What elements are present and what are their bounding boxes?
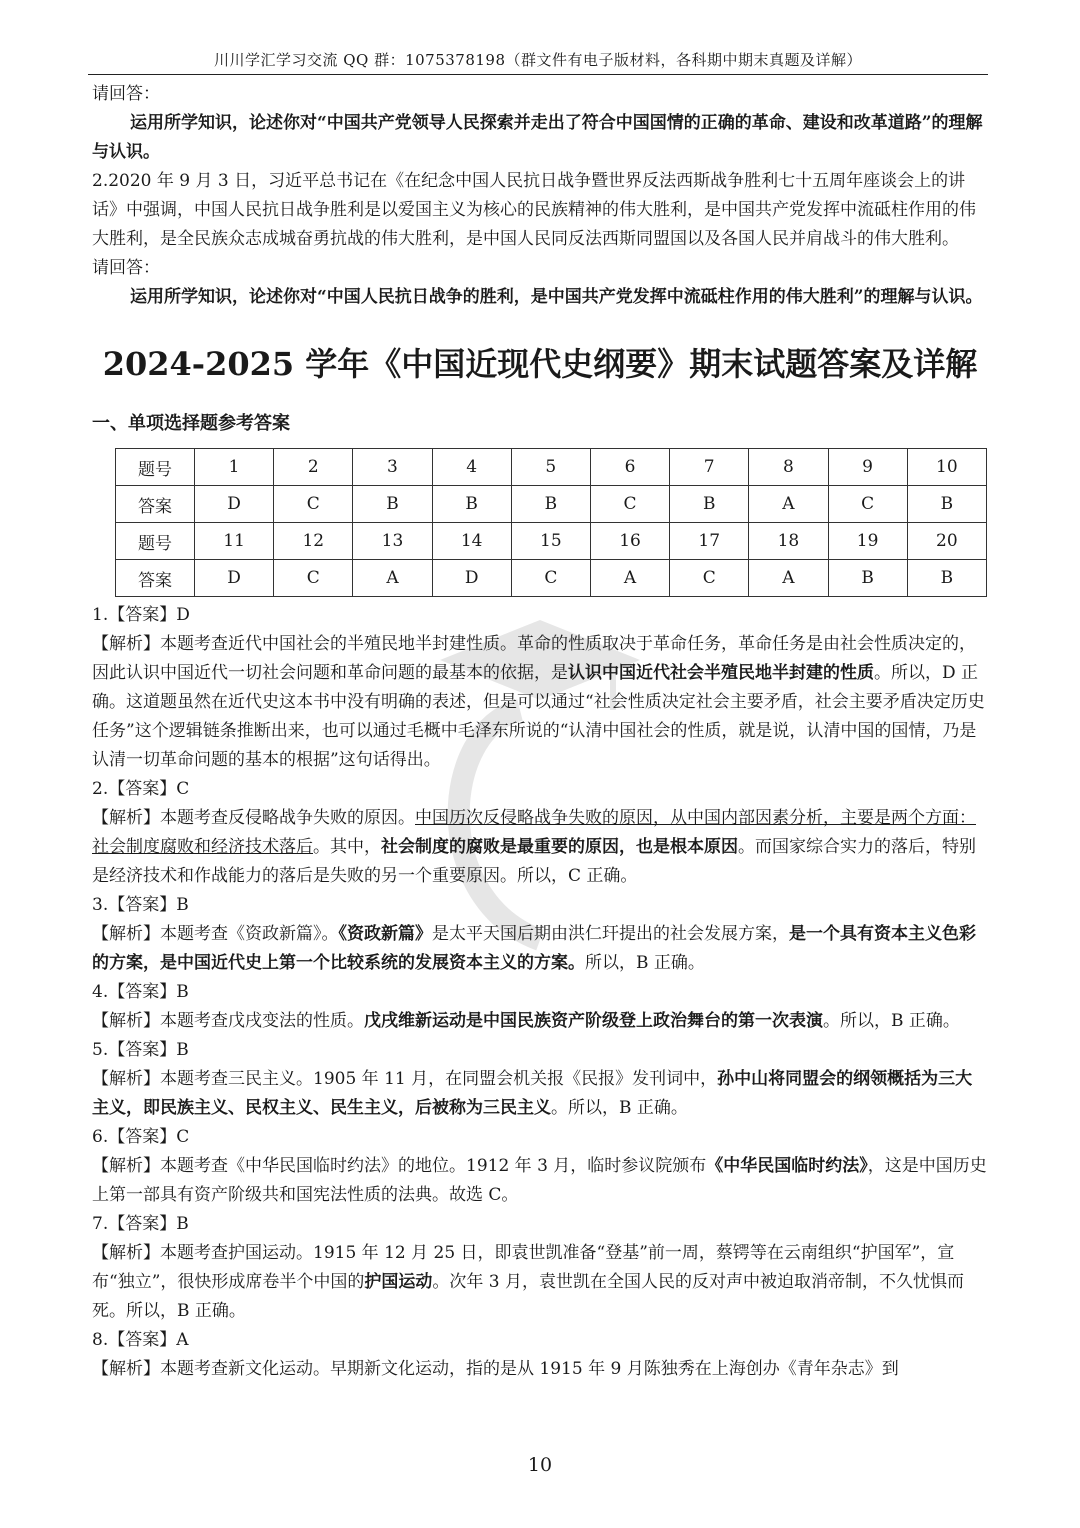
explanation-text: 所以，B 正确。 — [585, 953, 705, 973]
table-cell: A — [749, 560, 828, 597]
table-cell: 13 — [353, 523, 432, 560]
explanation-underlined: 中国历次反侵略战争失败的原因，从中国内部因素分析，主要是两个方面：社会制度腐败和经济技术落后 — [92, 808, 976, 857]
table-cell: D — [432, 560, 511, 597]
table-cell: C — [274, 486, 353, 523]
explanation-bold: 戊戌维新运动是中国民族资产阶级登上政治舞台的第一次表演 — [364, 1011, 823, 1031]
answer-7-label: 7.【答案】B — [92, 1214, 189, 1234]
table-cell: C — [670, 560, 749, 597]
section-heading: 一、单项选择题参考答案 — [92, 413, 290, 434]
q1-prompt: 请回答： — [92, 84, 160, 104]
q1-task: 运用所学知识，论述你对“中国共产党领导人民探索并走出了符合中国国情的正确的革命、建设和改革道路”的理解与认识。 — [92, 113, 983, 162]
explanation-text: 【解析】本题考查反侵略战争失败的原因。 — [92, 808, 415, 828]
table-cell: 1 — [195, 449, 274, 486]
table-cell: 20 — [907, 523, 986, 560]
table-cell: 18 — [749, 523, 828, 560]
row-label: 答案 — [116, 486, 195, 523]
explanation-text: 【解析】本题考查《资政新篇》。 — [92, 924, 339, 944]
table-cell: B — [907, 486, 986, 523]
table-cell: B — [828, 560, 907, 597]
explanation-text: 。而国家综合实力的落后，特别是经济技术和作战能力的落后是失败的另一个重要原因。所以，C 正确。 — [92, 837, 976, 886]
q2-prompt: 请回答： — [92, 258, 160, 278]
table-cell: 15 — [511, 523, 590, 560]
table-cell: C — [274, 560, 353, 597]
explanation-bold: 孙中山将同盟会的纲领概括为三大主义，即民族主义、民权主义、民生主义，后被称为三民主义 — [92, 1069, 973, 1118]
page-number: 10 — [527, 1454, 553, 1476]
explanation-bold: 《中华民国临时约法》 — [706, 1156, 868, 1176]
explanation-text: 。次年 3 月，袁世凯在全国人民的反对声中被迫取消帝制，不久忧惧而死。所以，B 正确。 — [92, 1272, 965, 1321]
explanation-4 — [92, 1007, 988, 1036]
table-cell: C — [590, 486, 669, 523]
table-cell: 10 — [907, 449, 986, 486]
table-cell: B — [511, 486, 590, 523]
table-cell: 6 — [590, 449, 669, 486]
answer-8-label: 8.【答案】A — [92, 1330, 189, 1350]
table-cell: B — [432, 486, 511, 523]
answer-6-label: 6.【答案】C — [92, 1127, 190, 1147]
table-cell: C — [511, 560, 590, 597]
explanation-text: 【解析】本题考查近代中国社会的半殖民地半封建性质。革命的性质取决于革命任务，革命任务是由社会性质决定的，因此认识中国近代一切社会问题和革命问题的最基本的依据，是 — [92, 634, 976, 683]
table-cell: 11 — [195, 523, 274, 560]
explanation-bold: 护国运动 — [364, 1272, 433, 1292]
table-cell: B — [907, 560, 986, 597]
row-label: 答案 — [116, 560, 195, 597]
table-cell: B — [670, 486, 749, 523]
explanation-bold: 社会制度的腐败是最重要的原因，也是根本原因 — [381, 837, 738, 857]
table-cell: D — [195, 486, 274, 523]
explanation-text: 【解析】本题考查《中华民国临时约法》的地位。1912 年 3 月，临时参议院颁布 — [92, 1156, 707, 1176]
explanation-text: 。所以，B 正确。 — [823, 1011, 960, 1031]
table-cell: 9 — [828, 449, 907, 486]
table-cell: B — [353, 486, 432, 523]
explanation-7 — [92, 1239, 988, 1326]
q2-task: 运用所学知识，论述你对“中国人民抗日战争的胜利，是中国共产党发挥中流砥柱作用的伟大胜利”的理解与认识。 — [130, 287, 983, 307]
explanation-text: 。所以，D 正确。这道题虽然在近代史这本书中没有明确的表述，但是可以通过“社会性质决定社会主要矛盾，社会主要矛盾决定历史任务”这个逻辑链条推断出来，也可以通过毛概中毛泽东所说的“认清中国社会的性质，就是说，认清中国的国情，乃是认清一切革命问题的基本的根据”这句话得出。 — [92, 663, 985, 770]
explanation-text: ，这是中国历史上第一部具有资产阶级共和国宪法性质的法典。故选 C。 — [92, 1156, 987, 1205]
explanation-3 — [92, 920, 988, 978]
answer-1-label: 1.【答案】D — [92, 605, 190, 625]
table-cell: 2 — [274, 449, 353, 486]
table-cell: 3 — [353, 449, 432, 486]
explanation-bold: 认识中国近代社会半殖民地半封建的性质 — [568, 663, 874, 683]
answer-2-label: 2.【答案】C — [92, 779, 190, 799]
explanation-text: 。其中， — [313, 837, 381, 857]
table-cell: A — [353, 560, 432, 597]
table-cell: 5 — [511, 449, 590, 486]
explanation-bold: 《资政新篇》 — [338, 924, 432, 944]
table-row — [116, 523, 987, 560]
answer-5-label: 5.【答案】B — [92, 1040, 189, 1060]
explanation-bold: 是一个具有资本主义色彩的方案，是中国近代史上第一个比较系统的发展资本主义的方案。 — [92, 924, 976, 973]
explanation-2 — [92, 804, 988, 891]
table-cell: A — [590, 560, 669, 597]
table-cell: C — [828, 486, 907, 523]
explanation-text: 是太平天国后期由洪仁玕提出的社会发展方案， — [432, 924, 789, 944]
table-row — [116, 560, 987, 597]
explanation-6 — [92, 1152, 988, 1210]
table-row — [116, 449, 987, 486]
table-cell: 7 — [670, 449, 749, 486]
table-cell: 19 — [828, 523, 907, 560]
table-cell: 17 — [670, 523, 749, 560]
q2-text: 2.2020 年 9 月 3 日，习近平总书记在《在纪念中国人民抗日战争暨世界反法西斯战争胜利七十五周年座谈会上的讲话》中强调，中国人民抗日战争胜利是以爱国主义为核心的民族精神的伟大胜利，是中国共产党发挥中流砥柱作用的伟大胜利，是全民族众志成城奋勇抗战的伟大胜利，是中国人民同反法西斯同盟国以及各国人民并肩战斗的伟大胜利。 — [92, 171, 976, 249]
table-row — [116, 486, 987, 523]
table-cell: 4 — [432, 449, 511, 486]
table-cell: 8 — [749, 449, 828, 486]
page-title: 2024-2025 学年《中国近现代史纲要》期末试题答案及详解 — [102, 345, 978, 383]
answer-table — [115, 448, 987, 597]
table-cell: A — [749, 486, 828, 523]
table-cell: D — [195, 560, 274, 597]
explanation-text: 【解析】本题考查护国运动。1915 年 12 月 25 日，即袁世凯准备“登基”前一周，蔡锷等在云南组织“护国军”，宣布“独立”，很快形成席卷半个中国的 — [92, 1243, 955, 1292]
explanation-text: 【解析】本题考查戊戌变法的性质。 — [92, 1011, 364, 1031]
explanation-text: 【解析】本题考查三民主义。1905 年 11 月，在同盟会机关报《民报》发刊词中， — [92, 1069, 718, 1089]
table-cell: 14 — [432, 523, 511, 560]
table-cell: 16 — [590, 523, 669, 560]
table-cell: 12 — [274, 523, 353, 560]
row-label: 题号 — [116, 523, 195, 560]
explanation-text: 。所以，B 正确。 — [551, 1098, 688, 1118]
page-header: 川川学汇学习交流 QQ 群：1075378198（群文件有电子版材料，各科期中期末真题及详解） — [88, 50, 988, 75]
answer-3-label: 3.【答案】B — [92, 895, 189, 915]
explanation-1 — [92, 630, 988, 775]
answer-4-label: 4.【答案】B — [92, 982, 189, 1002]
explanation-5 — [92, 1065, 988, 1123]
row-label: 题号 — [116, 449, 195, 486]
explanation-8: 【解析】本题考查新文化运动。早期新文化运动，指的是从 1915 年 9 月陈独秀在上海创办《青年杂志》到 — [92, 1359, 899, 1379]
